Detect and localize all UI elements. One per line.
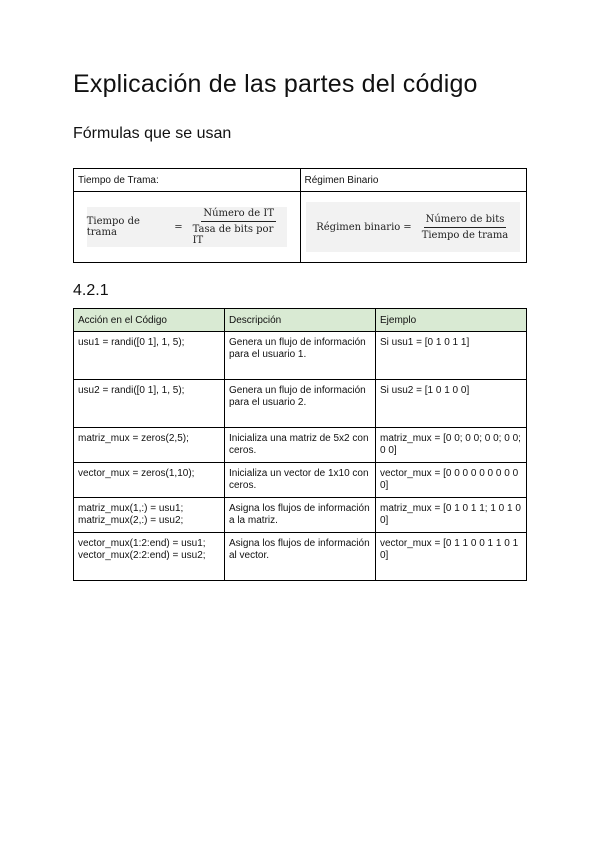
table-cell-code: vector_mux(1:2:end) = usu1; vector_mux(2:2:end) = usu2; bbox=[74, 533, 225, 581]
formula-cell-regimen bbox=[300, 192, 527, 263]
page-title: Explicación de las partes del código bbox=[73, 70, 478, 98]
formula-tiempo-de-trama bbox=[87, 207, 287, 247]
formula-cell-tiempo bbox=[74, 192, 301, 263]
column-header-descripcion: Descripción bbox=[225, 309, 376, 332]
formula-header-tiempo: Tiempo de Trama: bbox=[74, 169, 301, 192]
table-cell-description: Inicializa un vector de 1x10 con ceros. bbox=[225, 463, 376, 498]
table-cell-example: vector_mux = [0 1 1 0 0 1 1 0 1 0] bbox=[376, 533, 527, 581]
table-row bbox=[74, 533, 527, 581]
formula-header-regimen: Régimen Binario bbox=[300, 169, 527, 192]
table-cell-example: matriz_mux = [0 1 0 1 1; 1 0 1 0 0] bbox=[376, 498, 527, 533]
table-row bbox=[74, 428, 527, 463]
formulas-heading: Fórmulas que se usan bbox=[73, 125, 232, 142]
column-header-ejemplo: Ejemplo bbox=[376, 309, 527, 332]
table-row bbox=[74, 498, 527, 533]
table-cell-code: matriz_mux(1,:) = usu1; matriz_mux(2,:) = usu2; bbox=[74, 498, 225, 533]
table-row bbox=[74, 463, 527, 498]
table-row bbox=[74, 380, 527, 428]
formula-regimen-binario bbox=[306, 202, 520, 252]
formula-numerator: Número de IT bbox=[201, 208, 276, 222]
formula-numerator: Número de bits bbox=[424, 214, 507, 228]
formula-denominator: Tiempo de trama bbox=[421, 229, 509, 241]
formula-fraction bbox=[191, 208, 287, 246]
table-cell-example: Si usu1 = [0 1 0 1 1] bbox=[376, 332, 527, 380]
formula-lhs: Régimen binario bbox=[316, 221, 401, 233]
formula-lhs: Tiempo de trama bbox=[86, 216, 140, 238]
formula-table bbox=[73, 168, 527, 263]
table-cell-description: Inicializa una matriz de 5x2 con ceros. bbox=[225, 428, 376, 463]
table-cell-example: vector_mux = [0 0 0 0 0 0 0 0 0 0] bbox=[376, 463, 527, 498]
table-cell-code: usu2 = randi([0 1], 1, 5); bbox=[74, 380, 225, 428]
table-header-row bbox=[74, 309, 527, 332]
section-heading: 4.2.1 bbox=[73, 282, 109, 299]
table-cell-description: Asigna los flujos de información a la matriz. bbox=[225, 498, 376, 533]
column-header-accion: Acción en el Código bbox=[74, 309, 225, 332]
table-cell-code: vector_mux = zeros(1,10); bbox=[74, 463, 225, 498]
formula-denominator: Tasa de bits por IT bbox=[192, 224, 274, 246]
table-cell-description: Genera un flujo de información para el usuario 2. bbox=[225, 380, 376, 428]
code-explanation-table bbox=[73, 308, 527, 581]
table-cell-example: matriz_mux = [0 0; 0 0; 0 0; 0 0; 0 0] bbox=[376, 428, 527, 463]
table-row bbox=[74, 332, 527, 380]
table-cell-code: usu1 = randi([0 1], 1, 5); bbox=[74, 332, 225, 380]
table-cell-description: Asigna los flujos de información al vector. bbox=[225, 533, 376, 581]
table-cell-code: matriz_mux = zeros(2,5); bbox=[74, 428, 225, 463]
formula-fraction bbox=[420, 214, 511, 241]
table-cell-example: Si usu2 = [1 0 1 0 0] bbox=[376, 380, 527, 428]
table-cell-description: Genera un flujo de información para el usuario 1. bbox=[225, 332, 376, 380]
formula-equals: = bbox=[174, 221, 183, 233]
formula-equals: = bbox=[403, 221, 412, 233]
